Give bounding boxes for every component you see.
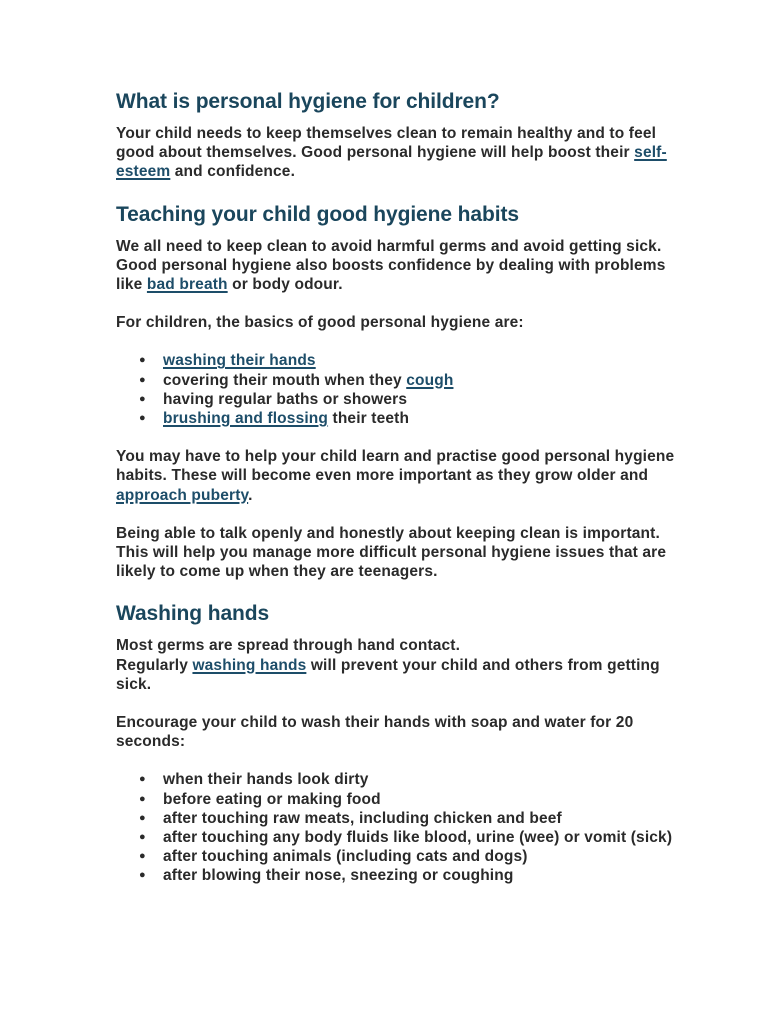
text: Your child needs to keep themselves clean to remain healthy and to feel good about themselves. Good personal hygiene will help boost their — [116, 125, 657, 162]
section-teaching-habits — [116, 201, 676, 582]
text: having regular baths or showers — [163, 390, 408, 408]
link-washing-their-hands[interactable]: washing their hands — [163, 352, 316, 370]
text: when their hands look dirty — [163, 771, 369, 789]
link-washing-hands[interactable]: washing hands — [192, 656, 307, 674]
text: Regularly — [116, 656, 193, 674]
link-brushing-and-flossing[interactable]: brushing and flossing — [163, 410, 329, 428]
list-item — [139, 847, 676, 866]
list-item — [139, 390, 676, 409]
text: and confidence. — [170, 163, 296, 181]
section-what-is-hygiene — [116, 88, 676, 182]
heading-teaching-habits: Teaching your child good hygiene habits — [116, 202, 519, 226]
text: after blowing their nose, sneezing or coughing — [163, 867, 514, 885]
text: will prevent your child and others from getting sick. — [116, 656, 660, 693]
bullet-icon: ● — [139, 869, 146, 882]
heading-what-is-hygiene: What is personal hygiene for children? — [116, 90, 500, 113]
list-item — [139, 770, 676, 789]
paragraph-talk-openly: Being able to talk openly and honestly about keeping clean is important. This will help you manage more difficult personal hygiene issues that are likely to come up when they are teenagers. — [116, 524, 667, 581]
paragraph-avoid-germs — [116, 237, 676, 295]
bullet-icon: ● — [139, 392, 146, 405]
list-item — [139, 790, 676, 809]
text: their teeth — [328, 410, 410, 428]
list-item — [139, 409, 676, 428]
text: . — [248, 486, 253, 504]
bullet-icon: ● — [139, 412, 146, 425]
bullet-icon: ● — [139, 792, 146, 805]
bullet-icon: ● — [139, 354, 146, 367]
paragraph-practise-habits — [116, 447, 676, 505]
text: after touching any body fluids like blood, urine (wee) or vomit (sick) — [163, 829, 673, 847]
text: after touching raw meats, including chicken and beef — [163, 809, 562, 827]
document-page — [116, 88, 676, 905]
section-washing-hands — [116, 600, 676, 885]
bullet-icon: ● — [139, 850, 146, 863]
text: or body odour. — [227, 276, 343, 294]
list-item — [139, 351, 676, 370]
link-cough[interactable]: cough — [406, 371, 454, 389]
list-item — [139, 866, 676, 885]
paragraph-germs-spread — [116, 636, 676, 694]
bullet-icon: ● — [139, 811, 146, 824]
heading-washing-hands: Washing hands — [116, 602, 270, 626]
bullet-icon: ● — [139, 373, 146, 386]
text: covering their mouth when they — [163, 371, 407, 389]
list-item — [139, 371, 676, 390]
intro-paragraph — [116, 124, 676, 182]
list-item — [139, 809, 676, 828]
link-bad-breath[interactable]: bad breath — [146, 276, 228, 294]
text: Most germs are spread through hand contact. — [116, 637, 461, 655]
list-item — [139, 828, 676, 847]
text: before eating or making food — [163, 790, 381, 808]
bullet-icon: ● — [139, 831, 146, 844]
paragraph-basics-intro: For children, the basics of good personal hygiene are: — [116, 314, 524, 332]
text: You may have to help your child learn and practise good personal hygiene habits. These will become even more important as they grow older and — [116, 448, 675, 485]
bullet-icon: ● — [139, 773, 146, 786]
text: after touching animals (including cats and dogs) — [163, 848, 528, 866]
basics-list — [116, 351, 676, 428]
link-approach-puberty[interactable]: approach puberty — [116, 486, 249, 504]
paragraph-encourage: Encourage your child to wash their hands with soap and water for 20 seconds: — [116, 714, 634, 751]
when-to-wash-list — [116, 770, 676, 885]
text: We all need to keep clean to avoid harmful germs and avoid getting sick. Good personal hygiene also boosts confidence by dealing with problems like — [116, 237, 666, 294]
link-self-esteem[interactable]: self-esteem — [116, 144, 667, 181]
